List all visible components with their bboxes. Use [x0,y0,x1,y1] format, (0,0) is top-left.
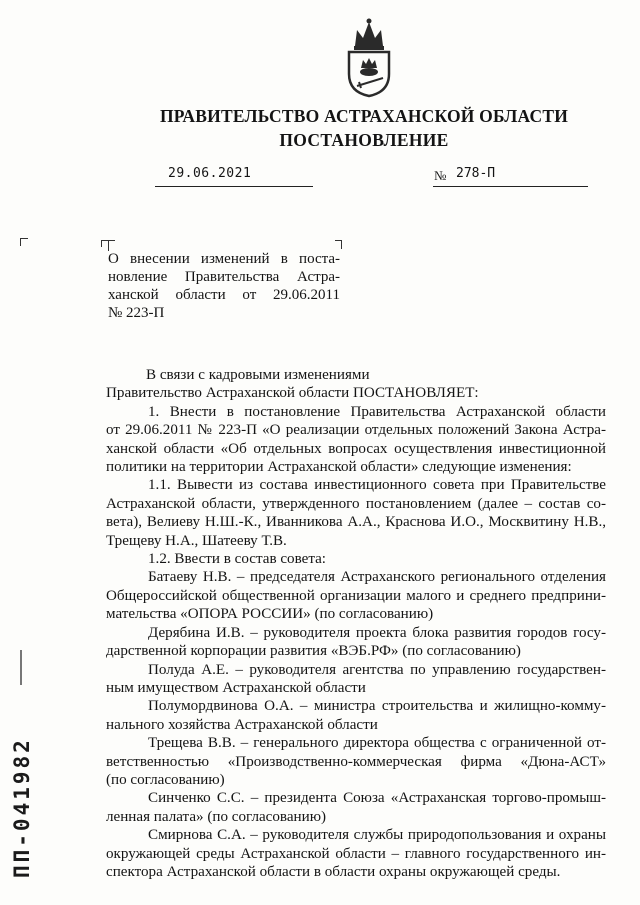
body-line: Полуда А.Е. – руководителя агентства по управлению государствен- [148,661,606,678]
subject-line: О внесении изменений в поста- [108,251,340,267]
subject-line: новление Правительства Астра- [108,269,340,285]
body-line: В связи с кадровыми изменениями [146,367,370,383]
body-line: 1. Внести в постановление Правительства Астраханской области [148,403,606,420]
government-title: ПРАВИТЕЛЬСТВО АСТРАХАНСКОЙ ОБЛАСТИ [159,106,569,126]
body-line: ханской области «Об отдельных вопросах осуществления инвестиционной [106,440,606,457]
document-body [106,366,606,881]
subject-line: № 223-П [108,305,165,321]
body-line: ленная палата» (по согласованию) [106,808,327,825]
body-line: Общероссийской общественной организации малого и среднего предприни- [106,587,606,604]
number-label: № [434,168,447,183]
body-line: ным имуществом Астраханской области [106,679,366,696]
body-line: окружающей среды Астраханской области – главного государственного ин- [106,845,606,862]
body-line: от 29.06.2011 № 223-П «О реализации отдельных положений Закона Астра- [106,422,606,439]
body-line: Трещева В.В. – генерального директора общества с ограниченной от- [148,735,606,752]
body-line: Синченко С.С. – президента Союза «Астраханская торгово-промыш- [148,790,606,807]
subject-line: ханской области от 29.06.2011 [108,287,340,303]
body-line: Правительство Астраханской области ПОСТАНОВЛЯЕТ: [106,385,479,402]
subject-corner-mark-right [335,240,342,249]
astrakhan-coat-of-arms-icon [343,16,395,98]
body-line: Батаеву Н.В. – председателя Астраханского регионального отделения [148,569,606,586]
body-line: Полумордвинова О.А. – министра строительства и жилищно-комму- [148,698,606,715]
body-line: политики на территории Астраханской области» следующие изменения: [106,459,572,476]
body-line: Смирнова С.А. – руководителя службы природопользования и охраны [148,827,606,844]
document-type: ПОСТАНОВЛЕНИЕ [279,130,449,150]
body-line: нального хозяйства Астраханской области [106,716,378,733]
body-line: ветственностью «Производственно-коммерческая фирма «Дюна-АСТ» [106,753,606,770]
form-serial-number: ПП-041982 [10,737,34,878]
body-line: (по согласованию) [106,771,225,788]
document-number: 278-П [456,166,496,181]
body-line: Астраханской области, утвержденного постановлением (далее – состав со- [106,495,606,512]
body-line: дарственной корпорации развития «ВЭБ.РФ» (по согласованию) [106,643,521,660]
body-line: 1.2. Ввести в состав совета: [148,551,327,568]
date-underline [155,185,313,187]
body-line: мательства «ОПОРА РОССИИ» (по согласованию) [106,606,434,623]
margin-scan-mark [20,650,22,685]
subject-corner-mark-left-outer [101,240,108,247]
number-underline [433,185,588,187]
margin-corner-mark [20,238,28,246]
body-line: вета), Велиеву Н.Ш.-К., Иванникова А.А., Краснова И.О., Москвитину Н.В., [106,514,606,531]
document-date: 29.06.2021 [168,166,252,181]
body-line: Трещеву Н.А., Шатееву Т.В. [106,532,287,549]
body-line: Дерябина И.В. – руководителя проекта блока развития городов госу- [148,624,606,641]
document-subject [108,250,340,322]
body-line: спектора Астраханской области в области охраны окружающей среды. [106,863,561,880]
body-line: 1.1. Вывести из состава инвестиционного совета при Правительстве [148,477,606,494]
